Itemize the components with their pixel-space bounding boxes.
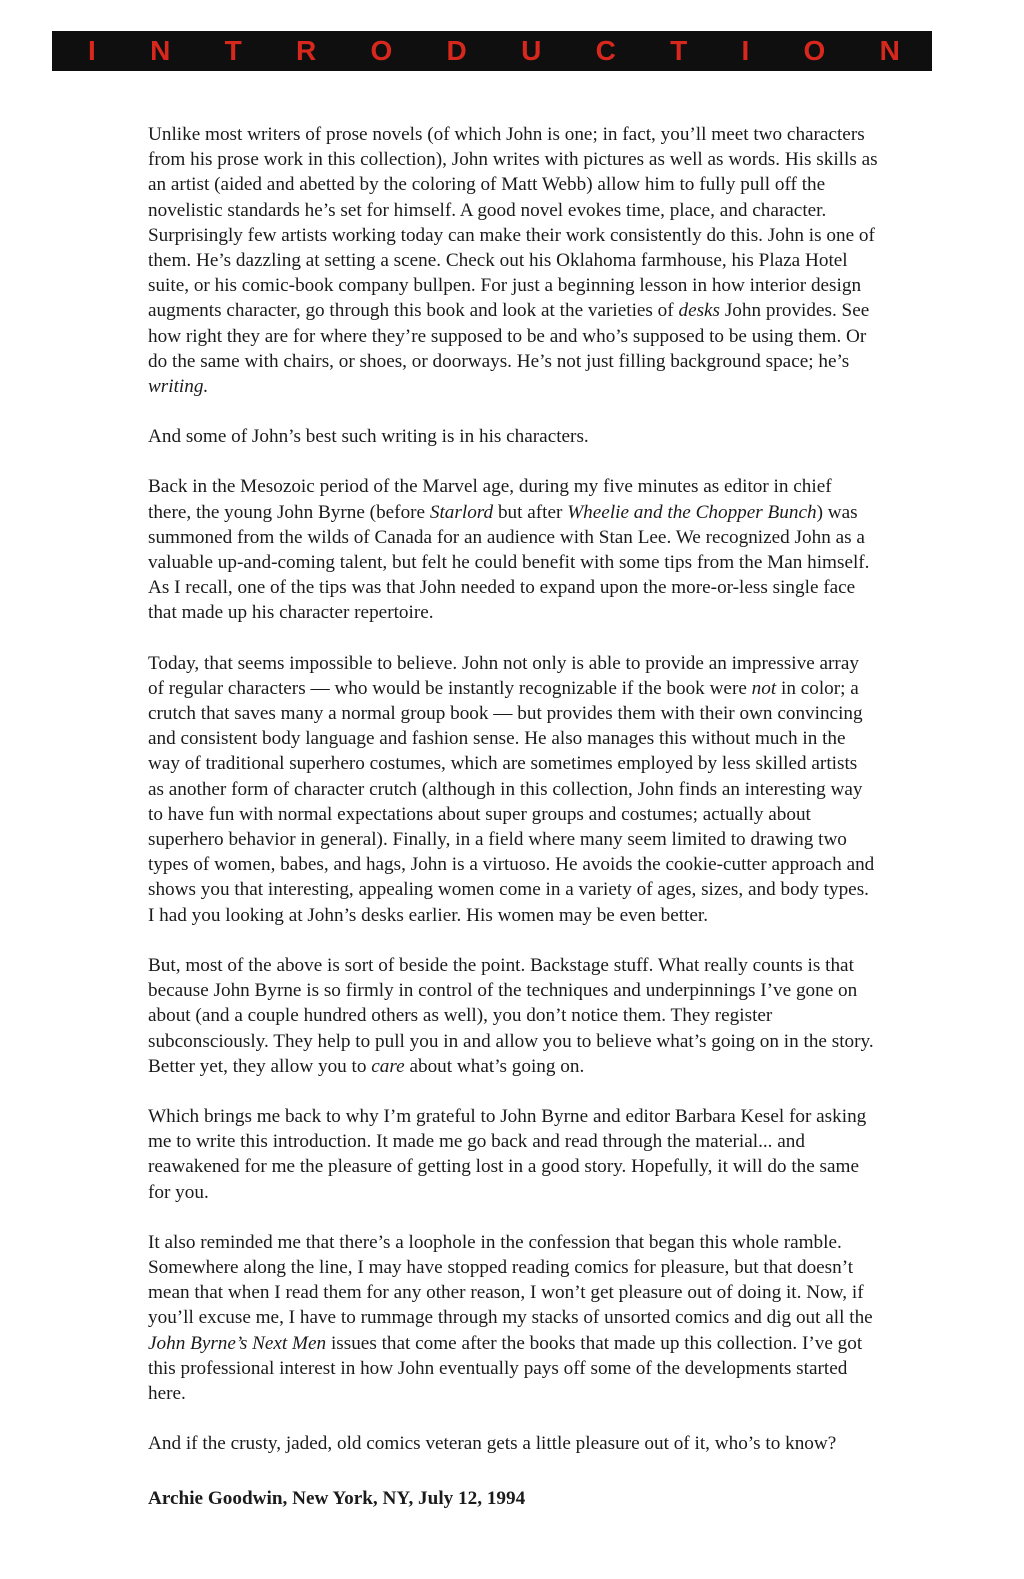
heading-letter: I — [88, 35, 96, 66]
italic-text: Starlord — [429, 501, 494, 523]
heading-letter: N — [879, 35, 900, 66]
introduction-heading-bar — [52, 31, 932, 71]
text-run: in color; a crutch that saves many a normal group book — but provides them with their own convincing and consistent body language and fashion sense. He also manages this without much in the way of traditional superhero costumes, which are sometimes employed by less skilled artists as another form of character crutch (although in this collection, John finds an interesting way to have fun with normal expectations about super groups and costumes; actually about superhero behavior in general). Finally, in a field where many seem limited to drawing two types of women, babes, and hags, John is a virtuoso. He avoids the cookie-cutter approach and shows you that interesting, appealing women come in a variety of ages, sizes, and body types. I had you looking at John’s desks earlier. His women may be even better. — [148, 677, 875, 926]
text-run: ) was summoned from the wilds of Canada for an audience with Stan Lee. We recognized John as a valuable up-and-coming talent, but felt he could benefit with some tips from the Man himself. As I recall, one of the tips was that John needed to expand upon the more-or-less single face that made up his character repertoire. — [148, 501, 870, 624]
text-run: John provides. See how right they are for where they’re supposed to be and who’s supposed to be using them. Or do the same with chairs, or shoes, or doorways. He’s not just filling background space; he’s — [148, 300, 870, 372]
body-paragraph — [148, 1104, 878, 1205]
italic-text: care — [371, 1055, 405, 1077]
body-paragraph — [148, 1230, 878, 1406]
text-run: Today, that seems impossible to believe. John not only is able to provide an impressive array of regular characters — who would be instantly recognizable if the book were — [148, 652, 859, 699]
heading-letter: O — [803, 35, 826, 66]
text-run: And some of John’s best such writing is in his characters. — [148, 426, 589, 448]
text-run: Back in the Mesozoic period of the Marvel age, during my five minutes as editor in chief there, the young John Byrne (before — [148, 476, 832, 523]
text-run: issues that come after the books that made up this collection. I’ve got this professional interest in how John eventually pays off some of the developments started here. — [148, 1332, 863, 1404]
italic-text: desks — [678, 300, 721, 322]
heading-letter: C — [595, 35, 616, 66]
introduction-body — [148, 122, 878, 1537]
italic-text: writing. — [148, 376, 209, 398]
body-paragraph — [148, 651, 878, 928]
text-run: but after — [493, 501, 568, 523]
italic-text: John Byrne’s Next Men — [148, 1332, 327, 1354]
heading-letter: N — [150, 35, 171, 66]
body-paragraph — [148, 474, 878, 625]
body-paragraph — [148, 424, 878, 449]
italic-text: not — [751, 677, 777, 699]
text-run: But, most of the above is sort of beside the point. Backstage stuff. What really counts is that because John Byrne is so firmly in control of the techniques and underpinnings I’ve gone on about (and a couple hundred others as well), you don’t notice them. They register subconsciously. They help to pull you in and allow you to believe what’s going on in the story. Better yet, they allow you to — [148, 954, 874, 1077]
heading-letter: I — [741, 35, 750, 66]
text-run: about what’s going on. — [404, 1055, 585, 1077]
heading-letter: R — [295, 35, 317, 66]
heading-letter: U — [521, 35, 542, 66]
signature-line: Archie Goodwin, New York, NY, July 12, 1994 — [148, 1488, 526, 1510]
italic-text: Wheelie and the Chopper Bunch — [567, 501, 817, 523]
heading-letter: T — [224, 35, 242, 66]
text-run: Unlike most writers of prose novels (of which John is one; in fact, you’ll meet two characters from his prose work in this collection), John writes with pictures as well as words. His skills as an artist (aided and abetted by the coloring of Matt Webb) allow him to fully pull off the novelistic standards he’s set for himself. A good novel evokes time, place, and character. Surprisingly few artists working today can make their work consistently do this. John is one of them. He’s dazzling at setting a scene. Check out his Oklahoma farmhouse, his Plaza Hotel suite, or his comic-book company bullpen. For just a beginning lesson in how interior design augments character, go through this book and look at the varieties of — [148, 124, 878, 322]
body-paragraph — [148, 1431, 878, 1456]
heading-letter: T — [670, 35, 688, 66]
body-paragraph — [148, 953, 878, 1079]
text-run: Which brings me back to why I’m grateful to John Byrne and editor Barbara Kesel for asking me to write this introduction. It made me go back and read through the material... and reawakened for me the pleasure of getting lost in a good story. Hopefully, it will do the same for you. — [148, 1105, 867, 1203]
body-paragraph — [148, 122, 878, 399]
text-run: It also reminded me that there’s a loophole in the confession that began this whole ramble. Somewhere along the line, I may have stopped reading comics for pleasure, but that doesn’t mean that when I read them for any other reason, I won’t get pleasure out of doing it. Now, if you’ll excuse me, I have to rummage through my stacks of unsorted comics and dig out all the — [148, 1231, 873, 1329]
text-run: And if the crusty, jaded, old comics veteran gets a little pleasure out of it, who’s to know? — [148, 1433, 837, 1455]
heading-letter: O — [370, 35, 393, 66]
heading-letter: D — [446, 35, 467, 66]
